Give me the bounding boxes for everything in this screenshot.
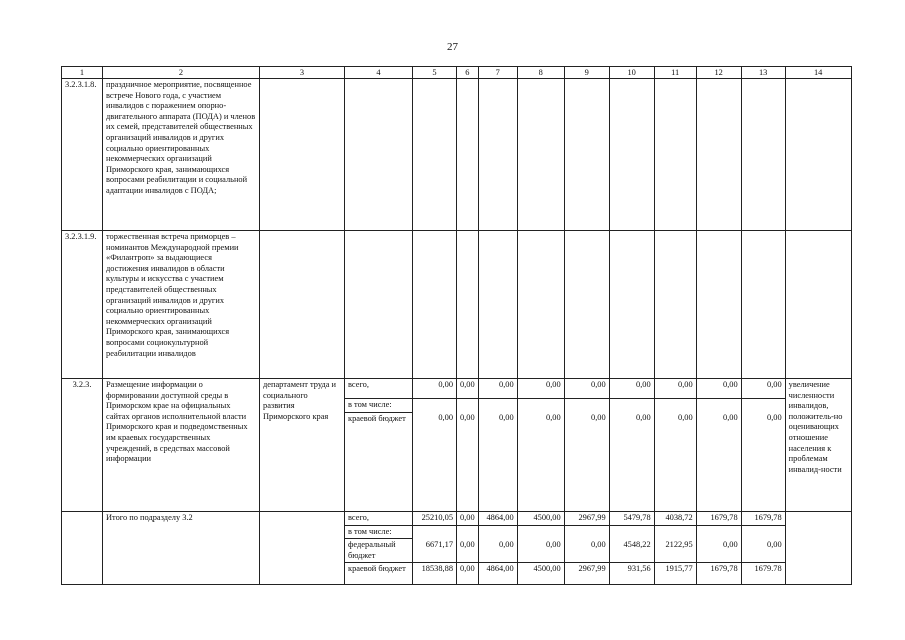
value-cell: 1679.78 bbox=[741, 563, 785, 585]
page-number: 27 bbox=[447, 41, 458, 53]
empty-cell bbox=[413, 79, 457, 231]
empty-cell bbox=[517, 525, 564, 539]
value-cell: 18538,88 bbox=[413, 563, 457, 585]
row-code: 3.2.3.1.8. bbox=[62, 79, 103, 231]
empty-cell bbox=[478, 399, 517, 413]
empty-cell bbox=[741, 231, 785, 379]
empty-cell bbox=[413, 231, 457, 379]
value-cell: 5479,78 bbox=[609, 511, 654, 525]
value-cell: 25210,05 bbox=[413, 511, 457, 525]
empty-cell bbox=[457, 399, 479, 413]
value-cell: 0,00 bbox=[654, 412, 696, 511]
value-cell: 0,00 bbox=[457, 511, 479, 525]
empty-cell bbox=[413, 525, 457, 539]
table-row-total-all bbox=[62, 511, 852, 525]
value-cell: 0,00 bbox=[609, 379, 654, 399]
row-result: увеличение численности инвалидов, положитель-но оценивающих отношение населения к проблемам инвалид-ности bbox=[785, 379, 851, 512]
empty-cell bbox=[345, 231, 413, 379]
column-header: 8 bbox=[517, 67, 564, 79]
column-header: 4 bbox=[345, 67, 413, 79]
empty-cell bbox=[654, 79, 696, 231]
funding-source: в том числе: bbox=[345, 399, 413, 413]
empty-cell bbox=[564, 79, 609, 231]
empty-cell bbox=[478, 231, 517, 379]
value-cell: 2967,99 bbox=[564, 511, 609, 525]
table-row-3231-9 bbox=[62, 231, 852, 379]
value-cell: 0,00 bbox=[741, 379, 785, 399]
value-cell: 4864,00 bbox=[478, 563, 517, 585]
empty-cell bbox=[62, 511, 103, 585]
empty-cell bbox=[564, 231, 609, 379]
empty-cell bbox=[609, 525, 654, 539]
empty-cell bbox=[654, 231, 696, 379]
row-name: торжественная встреча приморцев – номинантов Международной премии «Филантроп» за выдающиеся достижения инвалидов в области культуры и искусства с участием представителей общественных организаций инвалидов и других социально ориентированных некоммерческих организаций Приморского края, занимающихся вопросами социокультурной реабилитации инвалидов bbox=[103, 231, 260, 379]
value-cell: 1679,78 bbox=[696, 563, 741, 585]
value-cell: 0,00 bbox=[457, 563, 479, 585]
value-cell: 4038,72 bbox=[654, 511, 696, 525]
empty-cell bbox=[609, 79, 654, 231]
value-cell: 0,00 bbox=[741, 412, 785, 511]
value-cell: 4500,00 bbox=[517, 511, 564, 525]
empty-cell bbox=[517, 399, 564, 413]
value-cell: 0,00 bbox=[654, 379, 696, 399]
column-header: 9 bbox=[564, 67, 609, 79]
value-cell: 4864,00 bbox=[478, 511, 517, 525]
row-executor: департамент труда и социального развития Приморского края bbox=[260, 379, 345, 512]
empty-cell bbox=[785, 231, 851, 379]
column-header: 1 bbox=[62, 67, 103, 79]
empty-cell bbox=[260, 231, 345, 379]
funding-source: всего, bbox=[345, 379, 413, 399]
empty-cell bbox=[457, 525, 479, 539]
funding-source: федеральный бюджет bbox=[345, 539, 413, 563]
empty-cell bbox=[478, 525, 517, 539]
empty-cell bbox=[517, 231, 564, 379]
funding-source: всего, bbox=[345, 511, 413, 525]
value-cell: 0,00 bbox=[457, 539, 479, 563]
empty-cell bbox=[785, 511, 851, 585]
total-label: Итого по подразделу 3.2 bbox=[103, 511, 260, 585]
empty-cell bbox=[457, 231, 479, 379]
empty-cell bbox=[564, 525, 609, 539]
value-cell: 0,00 bbox=[696, 539, 741, 563]
value-cell: 0,00 bbox=[517, 379, 564, 399]
empty-cell bbox=[345, 79, 413, 231]
budget-table bbox=[61, 66, 852, 585]
empty-cell bbox=[517, 79, 564, 231]
empty-cell bbox=[654, 399, 696, 413]
value-cell: 0,00 bbox=[478, 539, 517, 563]
value-cell: 1915,77 bbox=[654, 563, 696, 585]
column-header: 7 bbox=[478, 67, 517, 79]
column-header: 6 bbox=[457, 67, 479, 79]
value-cell: 0,00 bbox=[564, 412, 609, 511]
empty-cell bbox=[696, 231, 741, 379]
value-cell: 0,00 bbox=[413, 379, 457, 399]
empty-cell bbox=[609, 399, 654, 413]
table-row-3231-8 bbox=[62, 79, 852, 231]
value-cell: 0,00 bbox=[741, 539, 785, 563]
value-cell: 2122,95 bbox=[654, 539, 696, 563]
empty-cell bbox=[696, 525, 741, 539]
empty-cell bbox=[654, 525, 696, 539]
value-cell: 0,00 bbox=[609, 412, 654, 511]
empty-cell bbox=[260, 511, 345, 585]
empty-cell bbox=[696, 399, 741, 413]
empty-cell bbox=[741, 399, 785, 413]
value-cell: 931,56 bbox=[609, 563, 654, 585]
table-row-323-total bbox=[62, 379, 852, 399]
funding-source: краевой бюджет bbox=[345, 563, 413, 585]
column-header: 13 bbox=[741, 67, 785, 79]
empty-cell bbox=[696, 79, 741, 231]
empty-cell bbox=[564, 399, 609, 413]
value-cell: 0,00 bbox=[696, 412, 741, 511]
empty-cell bbox=[260, 79, 345, 231]
value-cell: 0,00 bbox=[696, 379, 741, 399]
value-cell: 0,00 bbox=[457, 412, 479, 511]
value-cell: 0,00 bbox=[457, 379, 479, 399]
value-cell: 0,00 bbox=[564, 539, 609, 563]
value-cell: 1679,78 bbox=[741, 511, 785, 525]
funding-source: краевой бюджет bbox=[345, 412, 413, 511]
column-header: 3 bbox=[260, 67, 345, 79]
empty-cell bbox=[741, 79, 785, 231]
empty-cell bbox=[609, 231, 654, 379]
row-name: Размещение информации о формировании доступной среды в Приморском крае на официальных сайтах органов исполнительной власти Приморского края и подведомственных им краевых государственных учреждений, в средствах массовой информации bbox=[103, 379, 260, 512]
empty-cell bbox=[413, 399, 457, 413]
empty-cell bbox=[457, 79, 479, 231]
value-cell: 0,00 bbox=[517, 539, 564, 563]
row-code: 3.2.3. bbox=[62, 379, 103, 512]
value-cell: 2967,99 bbox=[564, 563, 609, 585]
row-code: 3.2.3.1.9. bbox=[62, 231, 103, 379]
value-cell: 1679,78 bbox=[696, 511, 741, 525]
value-cell: 4548,22 bbox=[609, 539, 654, 563]
value-cell: 0,00 bbox=[517, 412, 564, 511]
column-header: 10 bbox=[609, 67, 654, 79]
column-header: 2 bbox=[103, 67, 260, 79]
value-cell: 0,00 bbox=[413, 412, 457, 511]
header-row bbox=[62, 67, 852, 79]
value-cell: 6671,17 bbox=[413, 539, 457, 563]
column-header: 11 bbox=[654, 67, 696, 79]
column-header: 14 bbox=[785, 67, 851, 79]
row-name: праздничное мероприятие, посвященное встрече Нового года, с участием инвалидов с поражением опорно-двигательного аппарата (ПОДА) и членов их семей, представителей общественных организаций инвалидов и других социально ориентированных некоммерческих организаций Приморского края, занимающихся вопросами реабилитации и социальной адаптации инвалидов с ПОДА; bbox=[103, 79, 260, 231]
empty-cell bbox=[785, 79, 851, 231]
value-cell: 0,00 bbox=[478, 379, 517, 399]
empty-cell bbox=[741, 525, 785, 539]
column-header: 12 bbox=[696, 67, 741, 79]
value-cell: 0,00 bbox=[564, 379, 609, 399]
value-cell: 4500,00 bbox=[517, 563, 564, 585]
column-header: 5 bbox=[413, 67, 457, 79]
empty-cell bbox=[478, 79, 517, 231]
value-cell: 0,00 bbox=[478, 412, 517, 511]
funding-source: в том числе: bbox=[345, 525, 413, 539]
